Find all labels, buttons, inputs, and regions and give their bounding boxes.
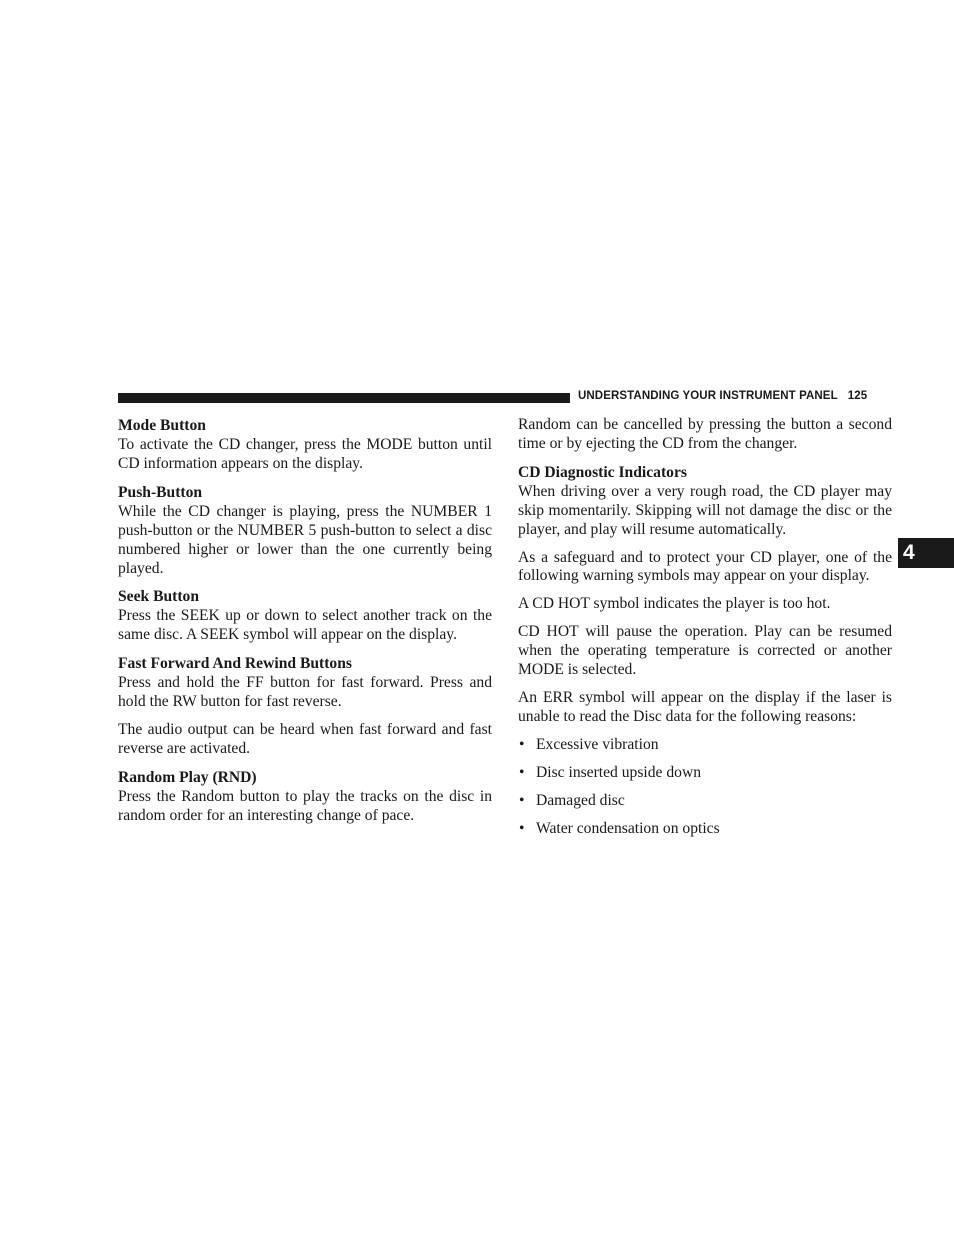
list-item-text: Disc inserted upside down bbox=[536, 763, 702, 781]
list-item bbox=[518, 820, 892, 839]
list-item bbox=[518, 792, 892, 811]
header-rule bbox=[118, 393, 570, 403]
bullet-icon: • bbox=[519, 819, 525, 837]
body-paragraph: As a safeguard and to protect your CD player, one of the following warning symbols may appear on your display. bbox=[518, 548, 892, 585]
section-mode-button bbox=[118, 416, 492, 474]
section-random-play bbox=[118, 768, 492, 826]
bullet-icon: • bbox=[519, 735, 525, 753]
right-column bbox=[518, 416, 892, 847]
list-item-text: Water condensation on optics bbox=[536, 819, 720, 837]
section-heading: Seek Button bbox=[118, 588, 200, 606]
section-heading: Random Play (RND) bbox=[118, 768, 257, 786]
page-number: 125 bbox=[847, 390, 868, 402]
list-item-text: Damaged disc bbox=[536, 791, 625, 809]
body-paragraph: When driving over a very rough road, the CD player may skip momentarily. Skipping will not damage the disc or the player, and play will resume automatically. bbox=[518, 482, 892, 538]
body-paragraph: Press the Random button to play the tracks on the disc in random order for an interesting change of pace. bbox=[118, 787, 492, 824]
section-heading: Push-Button bbox=[118, 483, 203, 501]
bullet-icon: • bbox=[519, 763, 525, 781]
body-paragraph: While the CD changer is playing, press the NUMBER 1 push-button or the NUMBER 5 push-button to select a disc numbered higher or lower than the one currently being played. bbox=[118, 502, 492, 577]
body-paragraph: To activate the CD changer, press the MODE button until CD information appears on the display. bbox=[118, 436, 492, 472]
body-paragraph: A CD HOT symbol indicates the player is too hot. bbox=[518, 595, 831, 613]
running-header bbox=[578, 390, 892, 402]
body-paragraph: Random can be cancelled by pressing the button a second time or by ejecting the CD from the changer. bbox=[518, 416, 892, 452]
reason-list bbox=[518, 736, 892, 839]
body-paragraph: Press the SEEK up or down to select another track on the same disc. A SEEK symbol will appear on the display. bbox=[118, 607, 492, 644]
body-paragraph: The audio output can be heard when fast forward and fast reverse are activated. bbox=[118, 721, 492, 757]
list-item-text: Excessive vibration bbox=[536, 735, 659, 753]
section-heading: CD Diagnostic Indicators bbox=[518, 463, 687, 481]
section-push-button bbox=[118, 483, 492, 579]
left-column bbox=[118, 416, 492, 835]
body-paragraph: An ERR symbol will appear on the display if the laser is unable to read the Disc data for the following reasons: bbox=[518, 688, 892, 725]
section-seek-button bbox=[118, 587, 492, 645]
list-item bbox=[518, 764, 892, 783]
bullet-icon: • bbox=[519, 791, 525, 809]
body-paragraph: Press and hold the FF button for fast forward. Press and hold the RW button for fast reverse. bbox=[118, 674, 492, 711]
body-paragraph: CD HOT will pause the operation. Play can be resumed when the operating temperature is corrected or another MODE is selected. bbox=[518, 623, 892, 679]
header-title: UNDERSTANDING YOUR INSTRUMENT PANEL bbox=[578, 390, 838, 402]
section-heading: Fast Forward And Rewind Buttons bbox=[118, 655, 352, 673]
section-ff-rw-buttons bbox=[118, 654, 492, 759]
section-heading: Mode Button bbox=[118, 417, 206, 434]
chapter-tab: 4 bbox=[898, 538, 954, 568]
list-item bbox=[518, 736, 892, 755]
